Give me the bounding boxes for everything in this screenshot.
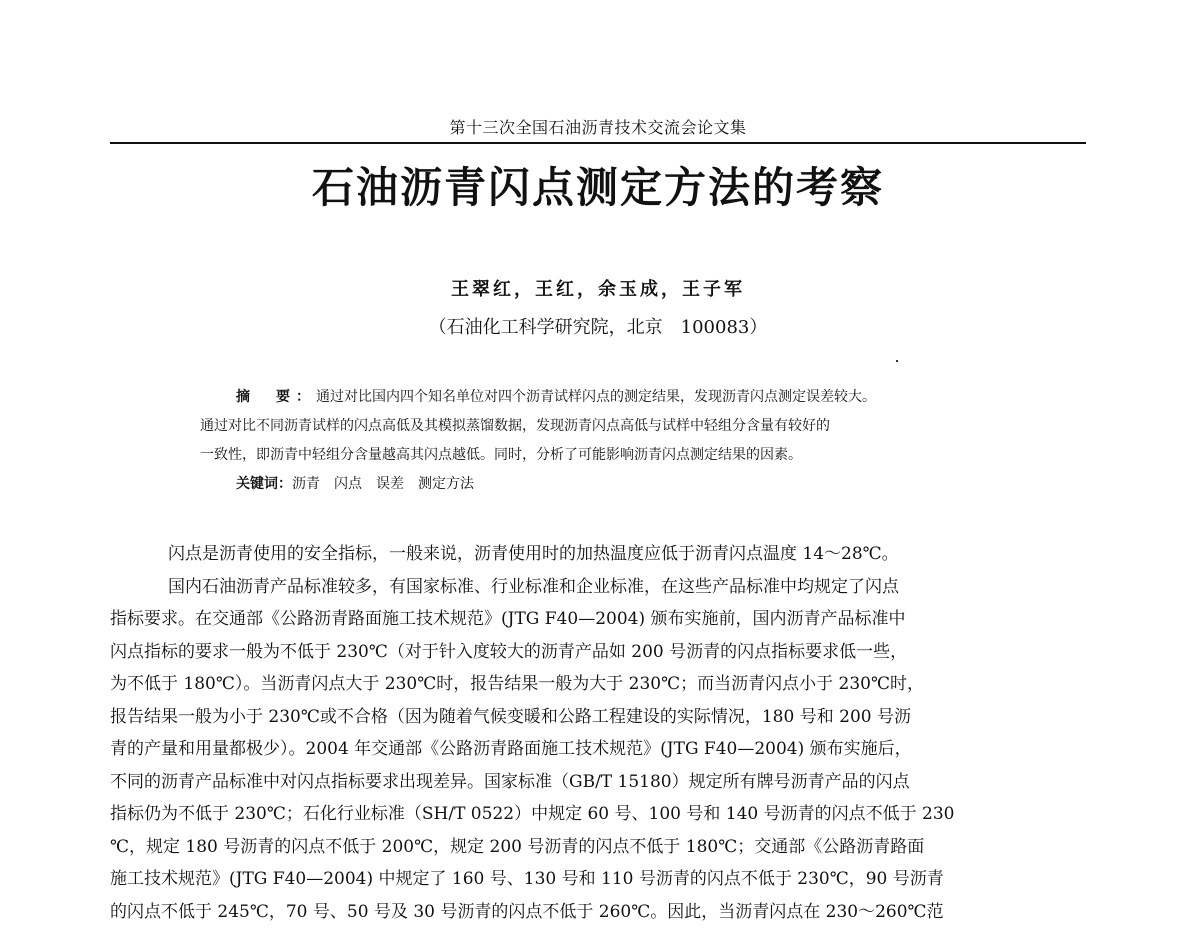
paragraph-line: 指标仍为不低于 230℃；石化行业标准（SH/T 0522）中规定 60 号、100 号和 140 号沥青的闪点不低于 230 [110,804,955,824]
keywords-label: 关键词： [236,476,292,492]
author-list: 王翠红，王红，余玉成，王子军 [451,279,745,300]
paragraph-line: 青的产量和用量都极少）。2004 年交通部《公路沥青路面施工技术规范》(JTG F40—2004) 颁布实施后， [110,739,912,759]
abstract-line: 通过对比不同沥青试样的闪点高低及其模拟蒸馏数据，发现沥青闪点高低与试样中轻组分含量有较好的 [200,418,830,434]
paragraph-line: ℃，规定 180 号沥青的闪点不低于 200℃，规定 200 号沥青的闪点不低于 180℃；交通部《公路沥青路面 [110,836,925,857]
abstract-label: 摘 要： [236,389,316,405]
affiliation: （石油化工科学研究院，北京 100083） [428,317,768,338]
running-head: 第十三次全国石油沥青技术交流会论文集 [449,118,747,137]
paragraph-line: 不同的沥青产品标准中对闪点指标要求出现差异。国家标准（GB/T 15180）规定所有牌号沥青产品的闪点 [110,771,910,792]
body-text [110,538,1086,928]
abstract-block [200,383,1020,499]
paragraph-line: 报告结果一般为小于 230℃或不合格（因为随着气候变暖和公路工程建设的实际情况，180 号和 200 号沥 [110,706,911,727]
abstract-line [200,383,1020,412]
paragraph-line: 国内石油沥青产品标准较多，有国家标准、行业标准和企业标准，在这些产品标准中均规定了闪点 [168,576,899,597]
abstract-text: 通过对比国内四个知名单位对四个沥青试样闪点的测定结果，发现沥青闪点测定误差较大。 [316,389,876,405]
paragraph-line: 指标要求。在交通部《公路沥青路面施工技术规范》(JTG F40—2004) 颁布实施前，国内沥青产品标准中 [110,609,906,629]
paragraph-line: 闪点是沥青使用的安全指标，一般来说，沥青使用时的加热温度应低于沥青闪点温度 14～28℃。 [168,544,899,564]
abstract-line: 一致性，即沥青中轻组分含量越高其闪点越低。同时，分析了可能影响沥青闪点测定结果的因素。 [200,447,802,463]
paragraph-line: 施工技术规范》(JTG F40—2004) 中规定了 160 号、130 号和 110 号沥青的闪点不低于 230℃，90 号沥青 [110,869,944,889]
keywords-text: 沥青 闪点 误差 测定方法 [292,476,474,492]
stray-dot [896,360,898,362]
keywords-line [200,470,1020,499]
paragraph-line: 为不低于 180℃）。当沥青闪点大于 230℃时，报告结果一般为大于 230℃；而当沥青闪点小于 230℃时， [110,674,924,694]
paragraph-line: 闪点指标的要求一般为不低于 230℃（对于针入度较大的沥青产品如 200 号沥青的闪点指标要求低一些， [110,641,908,662]
paper-title: 石油沥青闪点测定方法的考察 [311,163,884,212]
header-rule [110,142,1086,144]
paragraph-line: 的闪点不低于 245℃，70 号、50 号及 30 号沥青的闪点不低于 260℃。因此，当沥青闪点在 230～260℃范 [110,901,944,922]
